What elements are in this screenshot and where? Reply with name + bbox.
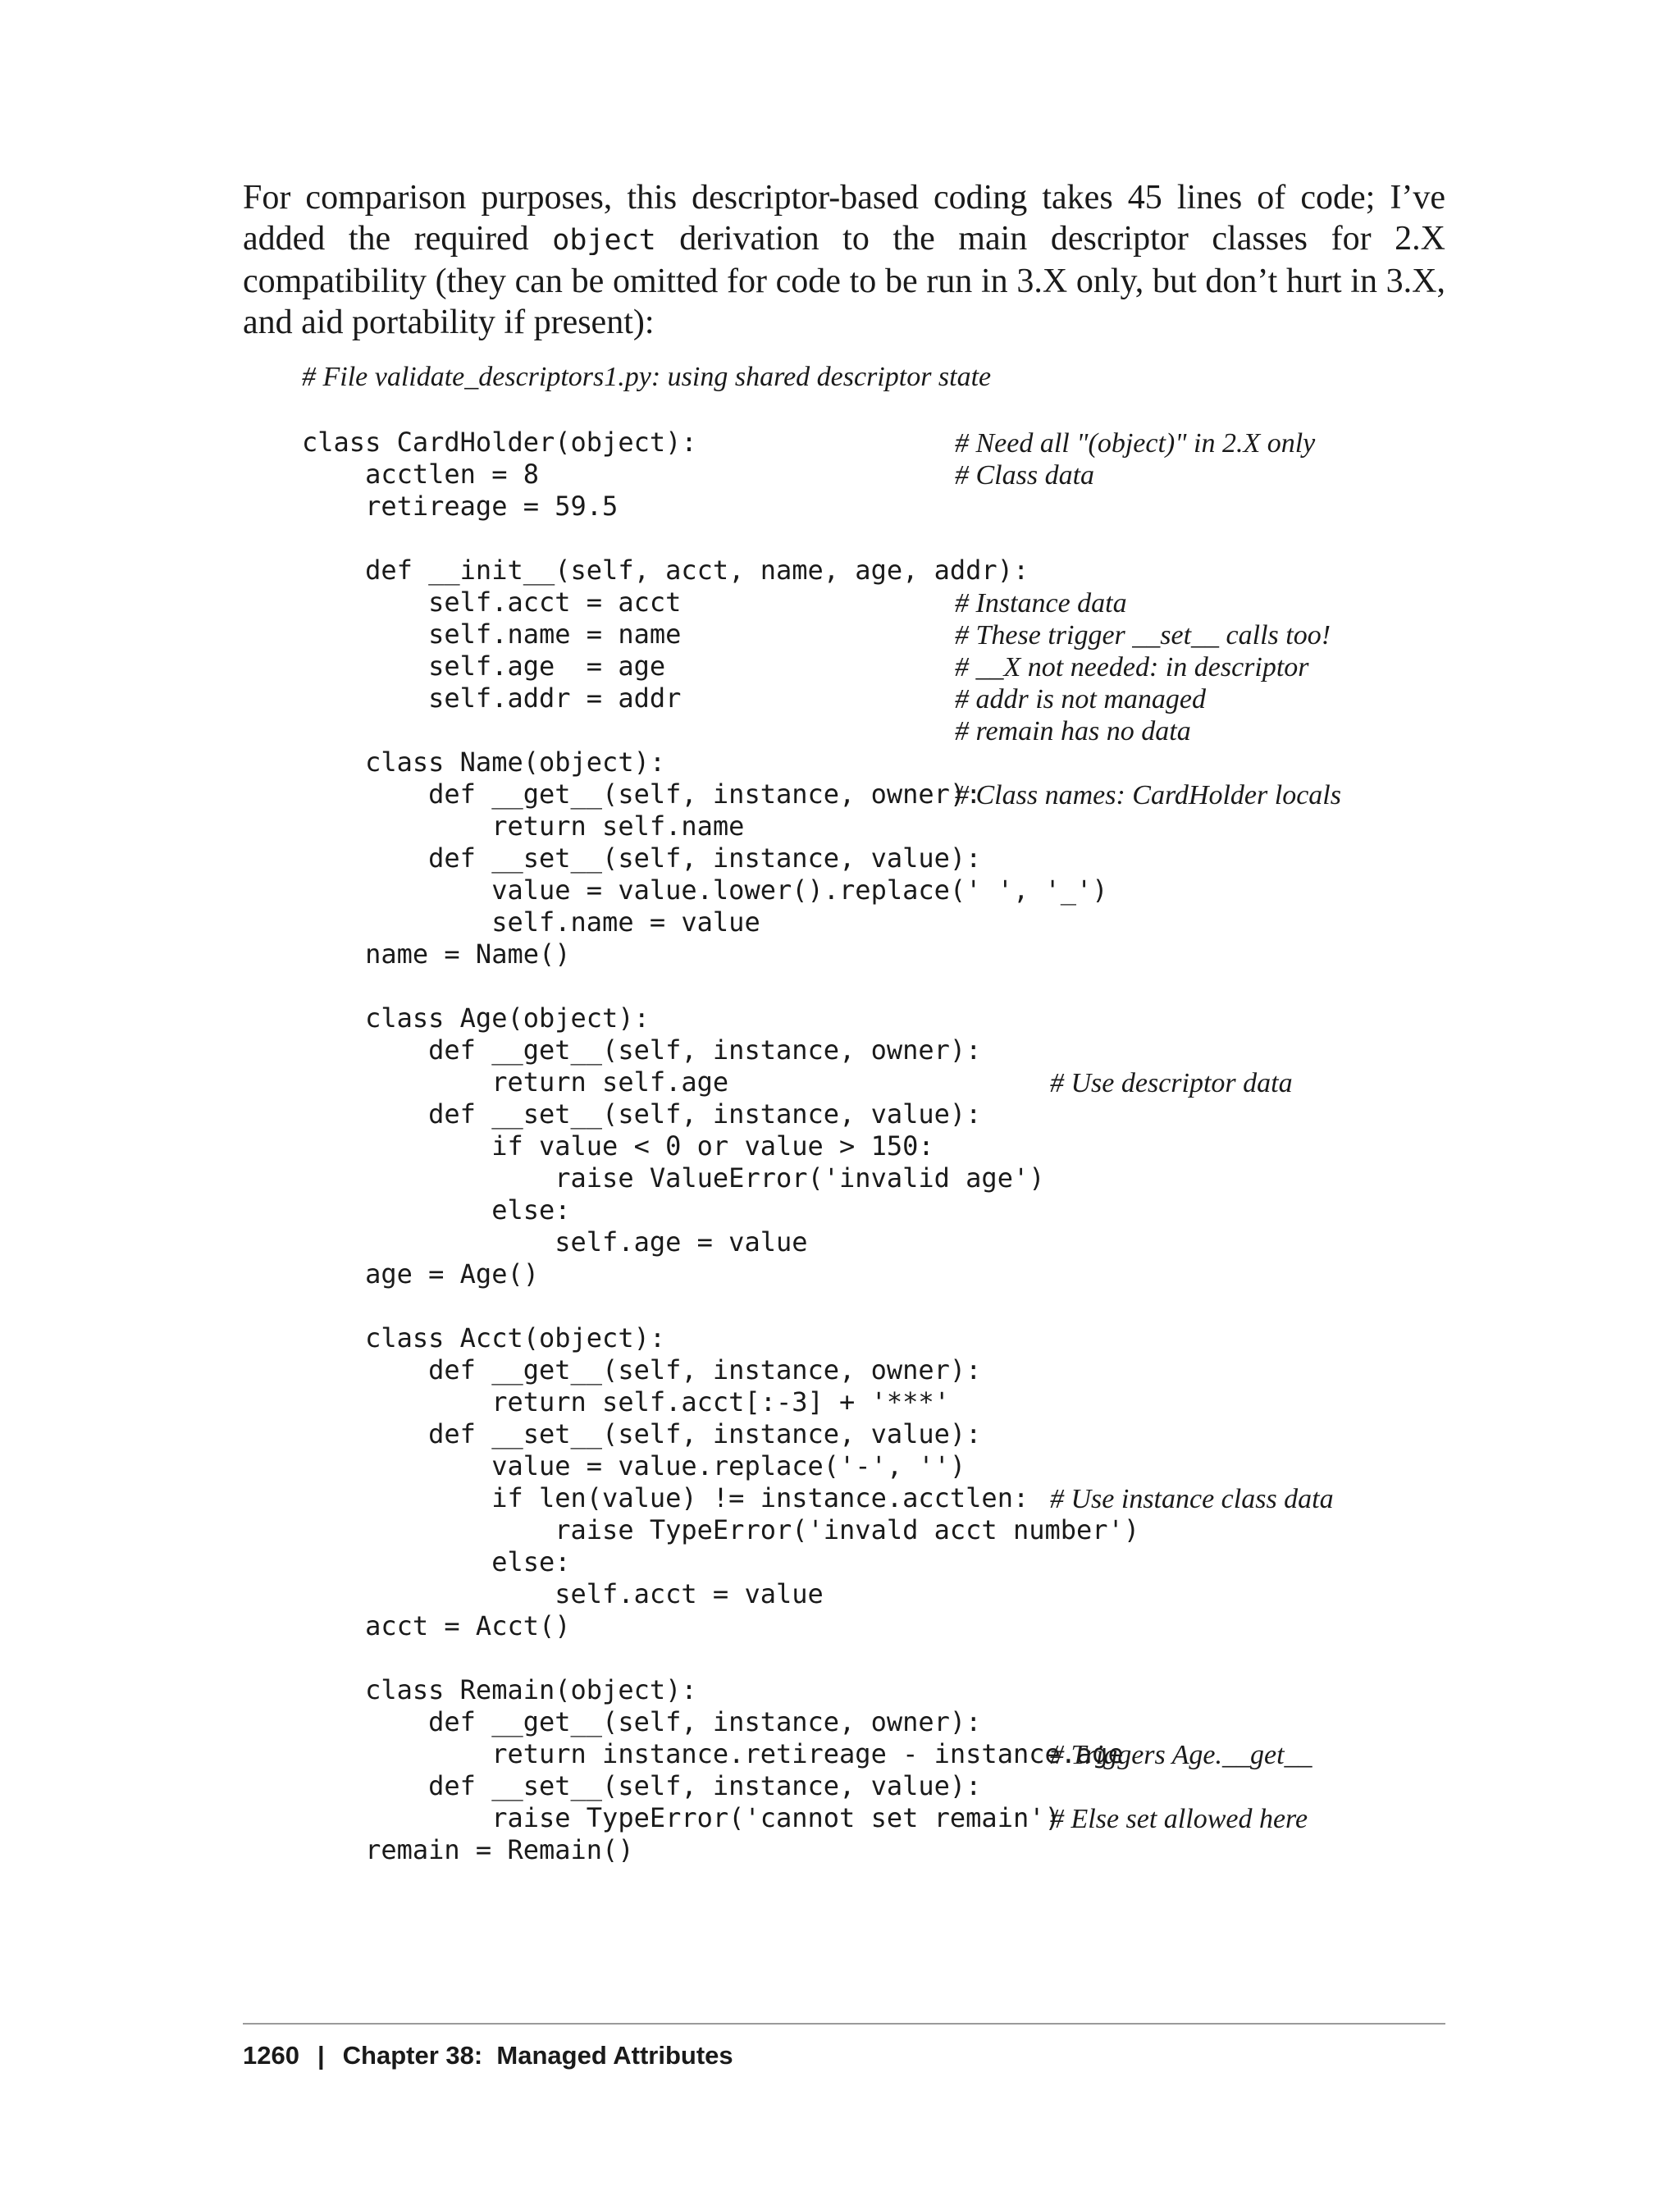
code-text: self.addr = addr [302, 682, 682, 714]
code-text: self.name = name [302, 619, 682, 650]
code-comment: # addr is not managed [955, 684, 1206, 714]
code-text: raise TypeError('cannot set remain') [302, 1802, 1061, 1833]
code-text: def __get__(self, instance, owner): [302, 1706, 982, 1737]
page-number: 1260 [243, 2041, 299, 2070]
code-text: value = value.lower().replace(' ', '_') [302, 874, 1108, 906]
page-footer [243, 2039, 733, 2072]
code-text: class Name(object): [302, 746, 666, 778]
intro-paragraph [243, 177, 1445, 343]
code-text: def __set__(self, instance, value): [302, 1770, 982, 1801]
code-text: def __set__(self, instance, value): [302, 1418, 982, 1449]
code-text: class Remain(object): [302, 1674, 697, 1705]
file-comment: # File validate_descriptors1.py: using shared descriptor state [302, 362, 992, 392]
code-text: return self.age [302, 1066, 729, 1098]
code-text: acct = Acct() [302, 1610, 571, 1641]
code-comment: # __X not needed: in descriptor [955, 652, 1309, 682]
code-comment: # Else set allowed here [1050, 1804, 1308, 1834]
code-text: else: [302, 1546, 571, 1577]
code-comment: # These trigger __set__ calls too! [955, 620, 1331, 651]
code-comment: # Use instance class data [1050, 1484, 1334, 1514]
code-comment: # Triggers Age.__get__ [1050, 1740, 1312, 1770]
code-comment: # Instance data [955, 588, 1127, 619]
code-comment: # Use descriptor data [1050, 1068, 1293, 1098]
code-text: return self.name [302, 810, 745, 842]
code-text: else: [302, 1194, 571, 1226]
code-text: acctlen = 8 [302, 459, 539, 490]
code-comment: # remain has no data [955, 716, 1191, 746]
code-text: def __init__(self, acct, name, age, addr): [302, 555, 1029, 586]
code-text: self.acct = acct [302, 587, 682, 618]
chapter-title: Chapter 38: Managed Attributes [342, 2041, 733, 2070]
code-text: class CardHolder(object): [302, 427, 697, 458]
code-text: def __get__(self, instance, owner): [302, 1034, 982, 1066]
code-text: remain = Remain() [302, 1834, 634, 1865]
code-text: class Age(object): [302, 1002, 650, 1034]
code-text: retireage = 59.5 [302, 491, 619, 522]
code-text: if value < 0 or value > 150: [302, 1130, 934, 1162]
intro-text-before: For comparison purposes, this descriptor-based coding takes 45 lines of code; I’ve added the required [243, 179, 1445, 258]
inline-code-object: object [552, 224, 656, 257]
code-text: self.age = value [302, 1226, 808, 1258]
code-comment: # Class names: CardHolder locals [955, 780, 1341, 810]
code-text: def __set__(self, instance, value): [302, 842, 982, 874]
code-comment: # Need all "(object)" in 2.X only [955, 428, 1316, 459]
intro-text-after: derivation to the main descriptor classes for 2.X compatibility (they can be omitted for code to be run in 3.X only, but don’t hurt in 3.X, and aid portability if present): [243, 220, 1445, 341]
code-text: def __get__(self, instance, owner): [302, 778, 982, 810]
footer-rule [243, 2023, 1445, 2025]
code-comment: # Class data [955, 460, 1095, 491]
code-text: class Acct(object): [302, 1322, 666, 1354]
footer-separator: | [317, 2041, 325, 2070]
code-text: return instance.retireage - instance.age [302, 1738, 1124, 1769]
code-text: self.age = age [302, 651, 666, 682]
code-text: name = Name() [302, 938, 571, 970]
code-text: def __get__(self, instance, owner): [302, 1354, 982, 1386]
code-text: value = value.replace('-', '') [302, 1450, 966, 1481]
code-text: self.name = value [302, 906, 760, 938]
code-text: raise TypeError('invald acct number') [302, 1514, 1140, 1545]
code-text: return self.acct[:-3] + '***' [302, 1386, 950, 1418]
code-text: if len(value) != instance.acctlen: [302, 1482, 1029, 1513]
code-text: def __set__(self, instance, value): [302, 1098, 982, 1130]
code-text: self.acct = value [302, 1578, 824, 1609]
code-text: raise ValueError('invalid age') [302, 1162, 1045, 1194]
code-text: age = Age() [302, 1258, 539, 1290]
